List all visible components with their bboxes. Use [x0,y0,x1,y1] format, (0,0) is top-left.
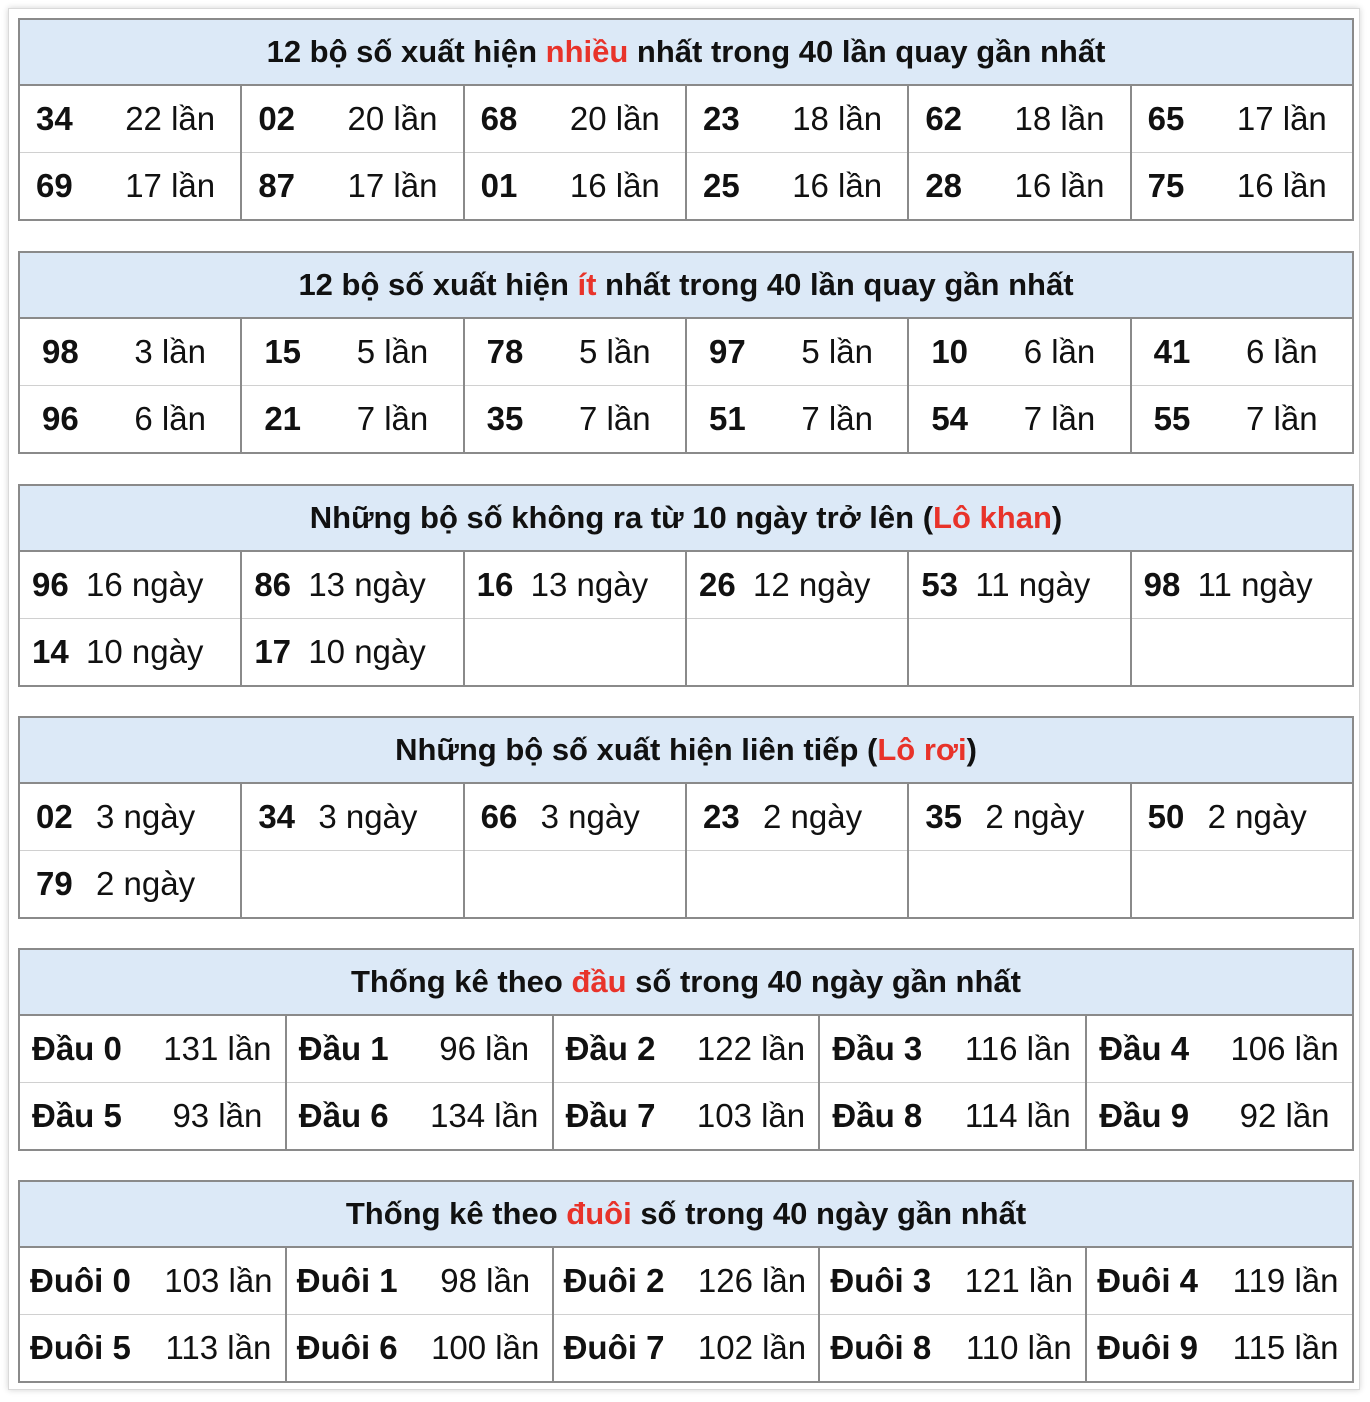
head-label: Đầu 5 [32,1097,122,1134]
head-label: Đầu 9 [1099,1097,1190,1134]
count: 134 lần [430,1097,539,1134]
count: 13 ngày [308,566,426,603]
title-text: số trong 40 ngày gần nhất [631,1196,1027,1231]
table-cell [241,551,463,619]
number: 25 [702,167,740,204]
count: 92 lần [1239,1097,1330,1134]
table-cell-empty [686,619,908,687]
table-cell [464,318,686,386]
count: 18 lần [1014,100,1105,137]
number: 35 [486,400,524,437]
number: 02 [258,100,296,137]
table-cell [553,1083,820,1151]
number: 65 [1147,100,1185,137]
count: 2 ngày [985,798,1085,835]
table-cell [19,551,241,619]
table-cell [1086,1315,1353,1383]
count: 115 lần [1232,1329,1339,1366]
table-row [19,1315,1353,1383]
number: 96 [42,400,79,437]
number: 68 [480,100,518,137]
table-cell [1131,85,1353,153]
count: 3 ngày [96,798,196,835]
count: 16 lần [1014,167,1105,204]
table-cell [1131,386,1353,454]
count: 98 lần [440,1262,531,1299]
table-cell [19,1083,286,1151]
count: 20 lần [569,100,660,137]
table-row [19,1083,1353,1151]
table-row [19,386,1353,454]
count: 16 lần [1236,167,1327,204]
title-highlight: ít [577,267,597,302]
table-cell [19,85,241,153]
head-label: Đầu 4 [1099,1030,1190,1067]
table-cell [241,783,463,851]
dau-stats-table [18,948,1354,1151]
table-cell [1131,318,1353,386]
table-cell-empty [241,851,463,919]
table-cell [19,153,241,221]
title-text: nhất trong 40 lần quay gần nhất [628,34,1106,69]
count: 131 lần [163,1030,272,1067]
title-text: 12 bộ số xuất hiện [298,267,578,302]
most-frequent-table [18,18,1354,221]
table-cell [19,318,241,386]
table-row [19,851,1353,919]
count: 96 lần [439,1030,530,1067]
number: 02 [36,798,73,835]
duoi-stats-table [18,1180,1354,1383]
number: 69 [36,167,73,204]
count: 3 ngày [318,798,418,835]
count: 5 lần [579,333,651,370]
number: 41 [1153,333,1191,370]
table-cell [464,783,686,851]
head-label: Đầu 0 [32,1030,122,1067]
table-cell [553,1015,820,1083]
count: 102 lần [697,1329,807,1366]
number: 15 [264,333,302,370]
table-cell [686,783,908,851]
number: 34 [36,100,73,137]
count: 113 lần [165,1329,272,1366]
head-label: Đầu 7 [565,1097,656,1134]
lo-khan-table [18,484,1354,687]
table-cell [686,551,908,619]
count: 17 lần [125,167,216,204]
count: 6 lần [1023,333,1096,370]
table-cell [19,1015,286,1083]
table-cell [241,85,463,153]
count: 119 lần [1232,1262,1339,1299]
title-text: ) [966,732,977,767]
count: 16 ngày [86,566,204,603]
count: 100 lần [431,1329,540,1366]
table-cell-empty [908,851,1130,919]
number: 51 [708,400,746,437]
count: 17 lần [1236,100,1327,137]
number: 01 [480,167,518,204]
title-text: ) [1051,500,1063,535]
number: 50 [1147,798,1185,835]
table-cell [286,1315,553,1383]
count: 11 ngày [1197,566,1313,603]
table-cell-empty [908,619,1130,687]
table-cell-empty [1131,851,1353,919]
table-cell [19,783,241,851]
head-label: Đầu 2 [565,1030,656,1067]
title-text: Thống kê theo [345,1196,567,1231]
lo-roi-table [18,716,1354,919]
number: 16 [476,566,514,603]
number: 28 [925,167,963,204]
table-cell [19,1315,286,1383]
number: 79 [36,865,73,902]
table-cell [686,318,908,386]
table-cell [19,1247,286,1315]
table-cell [286,1083,553,1151]
count: 116 lần [964,1030,1071,1067]
count: 2 ngày [762,798,863,835]
table-row [19,783,1353,851]
tail-label: Đuôi 7 [563,1329,665,1366]
tail-label: Đuôi 5 [30,1329,131,1366]
number: 98 [1143,566,1181,603]
table-cell-empty [464,851,686,919]
table-cell [686,85,908,153]
count: 3 lần [134,333,206,370]
table-cell [241,153,463,221]
table-row [19,551,1353,619]
table-row [19,619,1353,687]
number: 96 [32,566,69,603]
count: 10 ngày [86,633,204,670]
number: 78 [486,333,524,370]
table-cell [553,1315,820,1383]
number: 17 [254,633,292,670]
number: 86 [254,566,292,603]
number: 14 [32,633,69,670]
table-cell [286,1247,553,1315]
table-cell [1086,1015,1353,1083]
head-label: Đầu 8 [832,1097,923,1134]
count: 20 lần [347,100,438,137]
count: 121 lần [964,1262,1073,1299]
number: 55 [1153,400,1191,437]
count: 103 lần [164,1262,273,1299]
table-row [19,153,1353,221]
count: 5 lần [801,333,873,370]
number: 75 [1147,167,1185,204]
table-cell [1131,551,1353,619]
number: 97 [708,333,746,370]
head-label: Đầu 6 [298,1097,389,1134]
count: 12 ngày [752,566,871,603]
table-cell [908,386,1130,454]
table-cell [464,551,686,619]
count: 13 ngày [530,566,649,603]
head-label: Đầu 1 [298,1030,389,1067]
tail-label: Đuôi 0 [30,1262,131,1299]
table-cell [1086,1247,1353,1315]
table-title [19,485,1353,551]
table-cell [1131,783,1353,851]
table-title [19,949,1353,1015]
title-text: nhất trong 40 lần quay gần nhất [596,267,1074,302]
number: 23 [702,100,740,137]
number: 54 [931,400,969,437]
count: 11 ngày [975,566,1091,603]
tail-label: Đuôi 9 [1097,1329,1199,1366]
table-row [19,1247,1353,1315]
title-highlight: đầu [571,964,627,999]
table-cell [241,318,463,386]
tail-label: Đuôi 1 [296,1262,398,1299]
count: 2 ngày [1207,798,1307,835]
tail-label: Đuôi 2 [563,1262,665,1299]
count: 7 lần [1246,400,1318,437]
table-cell [908,318,1130,386]
title-text: Những bộ số không ra từ 10 ngày trở lên ( [309,500,934,535]
table-row [19,318,1353,386]
title-text: số trong 40 ngày gần nhất [626,964,1021,999]
table-cell [464,85,686,153]
table-cell [553,1247,820,1315]
number: 10 [931,333,969,370]
least-frequent-table [18,251,1354,454]
table-title [19,19,1353,85]
count: 7 lần [579,400,651,437]
title-highlight: Lô rơi [877,732,967,767]
table-cell-empty [686,851,908,919]
number: 87 [258,167,296,204]
count: 5 lần [356,333,429,370]
title-text: Những bộ số xuất hiện liên tiếp ( [395,732,878,767]
count: 93 lần [172,1097,263,1134]
count: 16 lần [792,167,883,204]
table-cell [686,153,908,221]
count: 18 lần [792,100,883,137]
tail-label: Đuôi 6 [296,1329,398,1366]
table-cell [1086,1083,1353,1151]
count: 6 lần [134,400,206,437]
count: 22 lần [125,100,216,137]
number: 35 [925,798,963,835]
tail-label: Đuôi 8 [830,1329,932,1366]
title-highlight: đuôi [566,1196,632,1231]
table-cell [819,1315,1086,1383]
table-cell [241,386,463,454]
number: 23 [702,798,740,835]
table-cell [908,85,1130,153]
count: 110 lần [965,1329,1072,1366]
tail-label: Đuôi 3 [830,1262,932,1299]
number: 21 [264,400,302,437]
count: 17 lần [347,167,438,204]
title-highlight: nhiều [545,34,629,69]
count: 6 lần [1246,333,1318,370]
table-title [19,717,1353,783]
table-cell [19,619,241,687]
count: 126 lần [697,1262,807,1299]
count: 122 lần [696,1030,806,1067]
count: 7 lần [801,400,873,437]
table-cell [819,1247,1086,1315]
table-cell-empty [1131,619,1353,687]
number: 98 [42,333,79,370]
number: 34 [258,798,296,835]
table-cell [286,1015,553,1083]
count: 2 ngày [96,865,196,902]
title-highlight: Lô khan [933,500,1052,535]
count: 7 lần [356,400,429,437]
table-cell [908,783,1130,851]
table-cell [819,1015,1086,1083]
number: 66 [480,798,518,835]
table-cell [241,619,463,687]
title-text: 12 bộ số xuất hiện [266,34,546,69]
head-label: Đầu 3 [832,1030,923,1067]
title-text: Thống kê theo [351,964,572,999]
table-cell [19,851,241,919]
number: 62 [925,100,963,137]
table-cell [464,153,686,221]
table-title [19,1181,1353,1247]
count: 7 lần [1023,400,1096,437]
table-row [19,1015,1353,1083]
number: 53 [921,566,959,603]
table-cell [1131,153,1353,221]
count: 106 lần [1230,1030,1339,1067]
table-cell [908,551,1130,619]
count: 10 ngày [308,633,426,670]
table-cell-empty [464,619,686,687]
table-cell [464,386,686,454]
number: 26 [698,566,736,603]
count: 103 lần [696,1097,806,1134]
table-row [19,85,1353,153]
tail-label: Đuôi 4 [1097,1262,1199,1299]
count: 16 lần [569,167,660,204]
table-title [19,252,1353,318]
table-cell [908,153,1130,221]
table-cell [819,1083,1086,1151]
table-cell [19,386,241,454]
count: 3 ngày [540,798,640,835]
table-cell [686,386,908,454]
count: 114 lần [964,1097,1071,1134]
